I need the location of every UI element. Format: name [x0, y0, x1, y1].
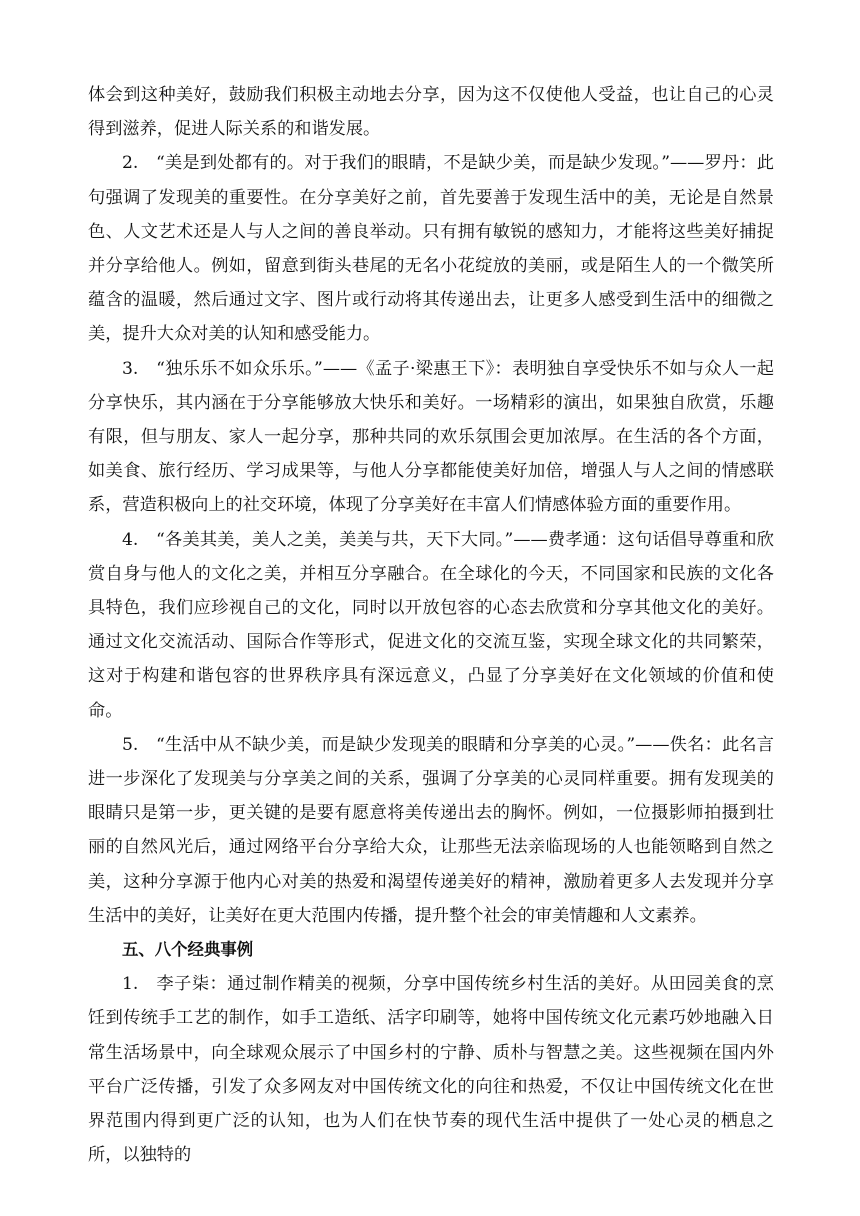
quote-paragraph-2: 2. “美是到处都有的。对于我们的眼睛，不是缺少美，而是缺少发现。”——罗丹：此句强调了发现美的重要性。在分享美好之前，首先要善于发现生活中的美，无论是自然景色、人文艺术还是人与人之间的善良举动。只有拥有敏锐的感知力，才能将这些美好捕捉并分享给他人。例如，留意到街头巷尾的无名小花绽放的美丽，或是陌生人的一个微笑所蕴含的温暖，然后通过文字、图片或行动将其传递出去，让更多人感受到生活中的细微之美，提升大众对美的认知和感受能力。 — [88, 153, 774, 345]
document-page — [88, 78, 774, 1173]
quote-paragraph-3: 3. “独乐乐不如众乐乐。”——《孟子·梁惠王下》：表明独自享受快乐不如与众人一起分享快乐，其内涵在于分享能够放大快乐和美好。一场精彩的演出，如果独自欣赏，乐趣有限，但与朋友、家人一起分享，那种共同的欢乐氛围会更加浓厚。在生活的各个方面，如美食、旅行经历、学习成果等，与他人分享都能使美好加倍，增强人与人之间的情感联系，营造积极向上的社交环境，体现了分享美好在丰富人们情感体验方面的重要作用。 — [88, 358, 774, 516]
section-heading: 五、八个经典事例 — [122, 940, 254, 960]
quote-paragraph-5: 5. “生活中从不缺少美，而是缺少发现美的眼睛和分享美的心灵。”——佚名：此名言进一步深化了发现美与分享美之间的关系，强调了分享美的心灵同样重要。拥有发现美的眼睛只是第一步，更关键的是要有愿意将美传递出去的胸怀。例如，一位摄影师拍摄到壮丽的自然风光后，通过网络平台分享给大众，让那些无法亲临现场的人也能领略到自然之美，这种分享源于他内心对美的热爱和渴望传递美好的精神，激励着更多人去发现并分享生活中的美好，让美好在更大范围内传播，提升整个社会的审美情趣和人文素养。 — [88, 734, 774, 926]
quote-paragraph-4: 4. “各美其美，美人之美，美美与共，天下大同。”——费孝通：这句话倡导尊重和欣赏自身与他人的文化之美，并相互分享融合。在全球化的今天，不同国家和民族的文化各具特色，我们应珍视自己的文化，同时以开放包容的心态去欣赏和分享其他文化的美好。通过文化交流活动、国际合作等形式，促进文化的交流互鉴，实现全球文化的共同繁荣，这对于构建和谐包容的世界秩序具有深远意义，凸显了分享美好在文化领域的价值和使命。 — [88, 529, 774, 721]
case-paragraph-1: 1. 李子柒：通过制作精美的视频，分享中国传统乡村生活的美好。从田园美食的烹饪到传统手工艺的制作，如手工造纸、活字印刷等，她将中国传统文化元素巧妙地融入日常生活场景中，向全球观众展示了中国乡村的宁静、质朴与智慧之美。这些视频在国内外平台广泛传播，引发了众多网友对中国传统文化的向往和热爱，不仅让中国传统文化在世界范围内得到更广泛的认知，也为人们在快节奏的现代生活中提供了一处心灵的栖息之所，以独特的 — [88, 974, 774, 1166]
paragraph-continued: 体会到这种美好，鼓励我们积极主动地去分享，因为这不仅使他人受益，也让自己的心灵得到滋养，促进人际关系的和谐发展。 — [88, 85, 774, 140]
